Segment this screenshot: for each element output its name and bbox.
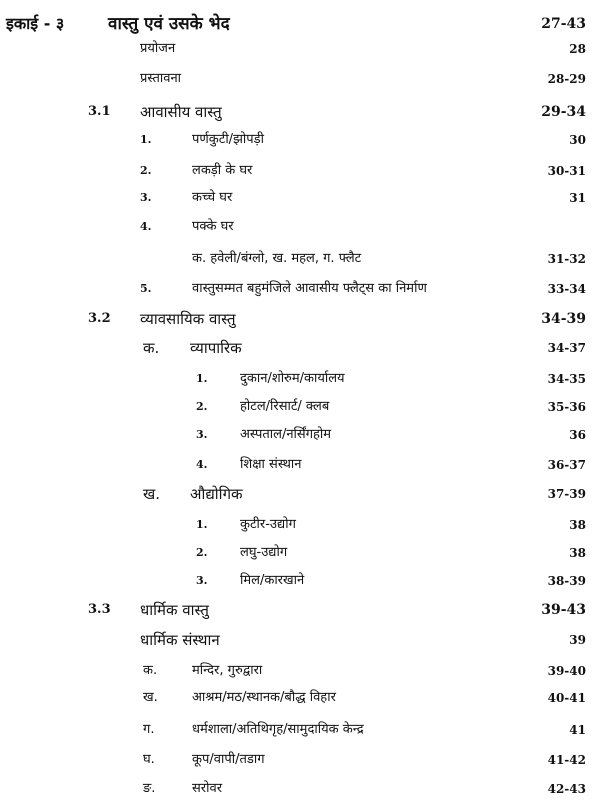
toc-row bbox=[0, 395, 600, 419]
toc-item-title: वास्तुसम्मत बहुमंजिले आवासीय फ्लैट्स का निर्माण bbox=[192, 281, 427, 296]
toc-item-number: 2. bbox=[196, 400, 208, 413]
toc-item-pages: 42-43 bbox=[547, 782, 586, 796]
subsection-title: व्यापारिक bbox=[190, 339, 242, 357]
toc-item-title: कूप/वापी/तडाग bbox=[192, 752, 265, 767]
toc-item-title: लकड़ी के घर bbox=[192, 163, 253, 178]
section-pages: 34-39 bbox=[541, 311, 586, 327]
toc-section-row bbox=[0, 100, 600, 124]
section-title: धार्मिक वास्तु bbox=[140, 601, 209, 619]
toc-item-number: 1. bbox=[140, 133, 152, 146]
toc-subsection-row bbox=[0, 336, 600, 360]
toc-row bbox=[0, 367, 600, 391]
toc-item-number: 3. bbox=[196, 574, 208, 587]
unit-title: वास्तु एवं उसके भेद bbox=[108, 14, 230, 34]
toc-item-pages: 41 bbox=[569, 723, 586, 737]
toc-item-title: पर्णकुटी/झोपड़ी bbox=[192, 132, 264, 147]
subsection-pages: 39 bbox=[569, 633, 586, 647]
toc-item-title: आश्रम/मठ/स्थानक/बौद्ध विहार bbox=[192, 690, 336, 705]
subsection-title: धार्मिक संस्थान bbox=[140, 631, 220, 649]
toc-row bbox=[0, 541, 600, 565]
toc-item-pages: 33-34 bbox=[547, 282, 586, 296]
toc-item-number: घ. bbox=[143, 752, 155, 767]
toc-item-pages: 36 bbox=[569, 428, 586, 442]
toc-item-number: 3. bbox=[196, 428, 208, 441]
section-title: आवासीय वास्तु bbox=[140, 103, 222, 121]
subsection-title: औद्योगिक bbox=[190, 485, 243, 503]
toc-item-number: 2. bbox=[140, 164, 152, 177]
toc-row bbox=[0, 277, 600, 301]
toc-item-title: शिक्षा संस्थान bbox=[240, 457, 302, 472]
toc-item-title: लघु-उद्योग bbox=[240, 545, 288, 560]
toc-item-title: प्रयोजन bbox=[140, 41, 176, 56]
toc-row bbox=[0, 718, 600, 742]
toc-item-pages: 34-35 bbox=[547, 372, 586, 386]
toc-row bbox=[0, 777, 600, 801]
toc-subsection-row bbox=[0, 628, 600, 652]
toc-item-pages: 30-31 bbox=[547, 164, 586, 178]
toc-row bbox=[0, 247, 600, 271]
section-number: 3.1 bbox=[88, 104, 111, 119]
toc-item-title: मन्दिर, गुरुद्वारा bbox=[192, 663, 263, 678]
toc-item-pages: 38-39 bbox=[547, 574, 586, 588]
toc-item-number: ख. bbox=[143, 690, 158, 705]
toc-item-number: 2. bbox=[196, 546, 208, 559]
toc-item-pages: 31-32 bbox=[547, 252, 586, 266]
toc-item-pages: 35-36 bbox=[547, 400, 586, 414]
toc-item-pages: 38 bbox=[569, 518, 586, 532]
toc-row bbox=[0, 37, 600, 61]
toc-item-title: सरोवर bbox=[192, 781, 223, 796]
toc-item-pages: 28 bbox=[569, 42, 586, 56]
toc-item-pages: 36-37 bbox=[547, 458, 586, 472]
toc-row bbox=[0, 513, 600, 537]
unit-pages: 27-43 bbox=[541, 16, 586, 32]
subsection-label: क. bbox=[143, 339, 160, 357]
toc-item-number: 4. bbox=[140, 220, 152, 233]
toc-section-row bbox=[0, 307, 600, 331]
toc-item-pages: 28-29 bbox=[547, 72, 586, 86]
toc-row bbox=[0, 748, 600, 772]
toc-item-title: प्रस्तावना bbox=[140, 71, 182, 86]
unit-label: इकाई - ३ bbox=[6, 14, 65, 33]
toc-item-title: धर्मशाला/अतिथिगृह/सामुदायिक केन्द्र bbox=[192, 722, 364, 737]
toc-row bbox=[0, 67, 600, 91]
toc-section-row bbox=[0, 598, 600, 622]
toc-row bbox=[0, 423, 600, 447]
toc-item-pages: 39-40 bbox=[547, 664, 586, 678]
section-title: व्यावसायिक वास्तु bbox=[140, 310, 236, 328]
toc-item-pages: 41-42 bbox=[547, 753, 586, 767]
toc-item-number: क. bbox=[143, 663, 158, 678]
toc-unit-row bbox=[0, 12, 600, 36]
toc-item-title: दुकान/शोरुम/कार्यालय bbox=[240, 371, 345, 386]
toc-item-title: होटल/रिसार्ट/ क्लब bbox=[240, 399, 330, 414]
toc-item-number: 5. bbox=[140, 282, 152, 295]
toc-item-pages: 31 bbox=[569, 191, 586, 205]
toc-row bbox=[0, 569, 600, 593]
toc-item-title: अस्पताल/नर्सिंगहोम bbox=[240, 427, 332, 442]
section-number: 3.3 bbox=[88, 602, 111, 617]
toc-item-title: मिल/कारखाने bbox=[240, 573, 305, 588]
toc-item-number: ङ. bbox=[143, 781, 156, 796]
toc-item-number: 3. bbox=[140, 191, 152, 204]
toc-subsection-row bbox=[0, 482, 600, 506]
section-pages: 39-43 bbox=[541, 602, 586, 618]
toc-row bbox=[0, 453, 600, 477]
toc-item-title: कुटीर-उद्योग bbox=[240, 517, 296, 532]
toc-row bbox=[0, 186, 600, 210]
toc-item-title: पक्के घर bbox=[192, 219, 234, 234]
toc-item-pages: 38 bbox=[569, 546, 586, 560]
toc-item-title: क. हवेली/बंग्लो, ख. महल, ग. फ्लैट bbox=[192, 251, 362, 266]
section-pages: 29-34 bbox=[541, 104, 586, 120]
toc-item-number: 1. bbox=[196, 518, 208, 531]
subsection-pages: 37-39 bbox=[547, 487, 586, 501]
section-number: 3.2 bbox=[88, 311, 111, 326]
toc-row bbox=[0, 659, 600, 683]
toc-item-number: 4. bbox=[196, 458, 208, 471]
toc-item-title: कच्चे घर bbox=[192, 190, 233, 205]
toc-row bbox=[0, 159, 600, 183]
toc-item-number: 1. bbox=[196, 372, 208, 385]
subsection-pages: 34-37 bbox=[547, 341, 586, 355]
toc-row bbox=[0, 128, 600, 152]
subsection-label: ख. bbox=[143, 485, 161, 503]
toc-item-pages: 40-41 bbox=[547, 691, 586, 705]
toc-row bbox=[0, 215, 600, 239]
toc-item-pages: 30 bbox=[569, 133, 586, 147]
toc-row bbox=[0, 686, 600, 710]
toc-item-number: ग. bbox=[143, 722, 155, 737]
